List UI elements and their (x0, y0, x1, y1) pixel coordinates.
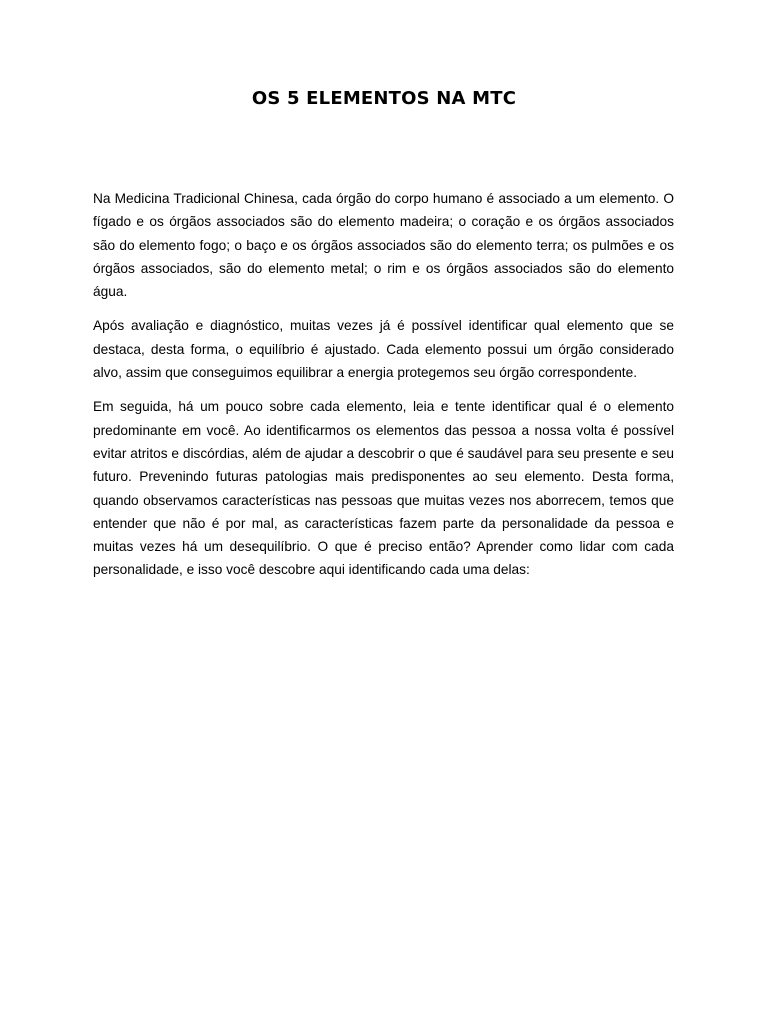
paragraph-identify-element: Em seguida, há um pouco sobre cada elemento, leia e tente identificar qual é o elemento predominante em você. Ao identificarmos os elementos das pessoa a nossa volta é possível evitar atritos e discórdias, além de ajudar a descobrir o que é saudável para seu presente e seu futuro. Prevenindo futuras patologias mais predisponentes ao seu elemento. Desta forma, quando observamos características nas pessoas que muitas vezes nos aborrecem, temos que entender que não é por mal, as características fazem parte da personalidade da pessoa e muitas vezes há um desequilíbrio. O que é preciso então? Aprender como lidar com cada personalidade, e isso você descobre aqui identificando cada uma delas: (93, 399, 674, 578)
document-title: OS 5 ELEMENTOS NA MTC (251, 88, 517, 109)
paragraph-elements-organs: Na Medicina Tradicional Chinesa, cada órgão do corpo humano é associado a um elemento. O fígado e os órgãos associados são do elemento madeira; o coração e os órgãos associados são do elemento fogo; o baço e os órgãos associados são do elemento terra; os pulmões e os órgãos associados, são do elemento metal; o rim e os órgãos associados são do elemento água. (93, 191, 674, 300)
paragraph-diagnosis: Após avaliação e diagnóstico, muitas vezes já é possível identificar qual elemento que se destaca, desta forma, o equilíbrio é ajustado. Cada elemento possui um órgão considerado alvo, assim que conseguimos equilibrar a energia protegemos seu órgão correspondente. (93, 318, 674, 381)
document-body (93, 187, 674, 593)
